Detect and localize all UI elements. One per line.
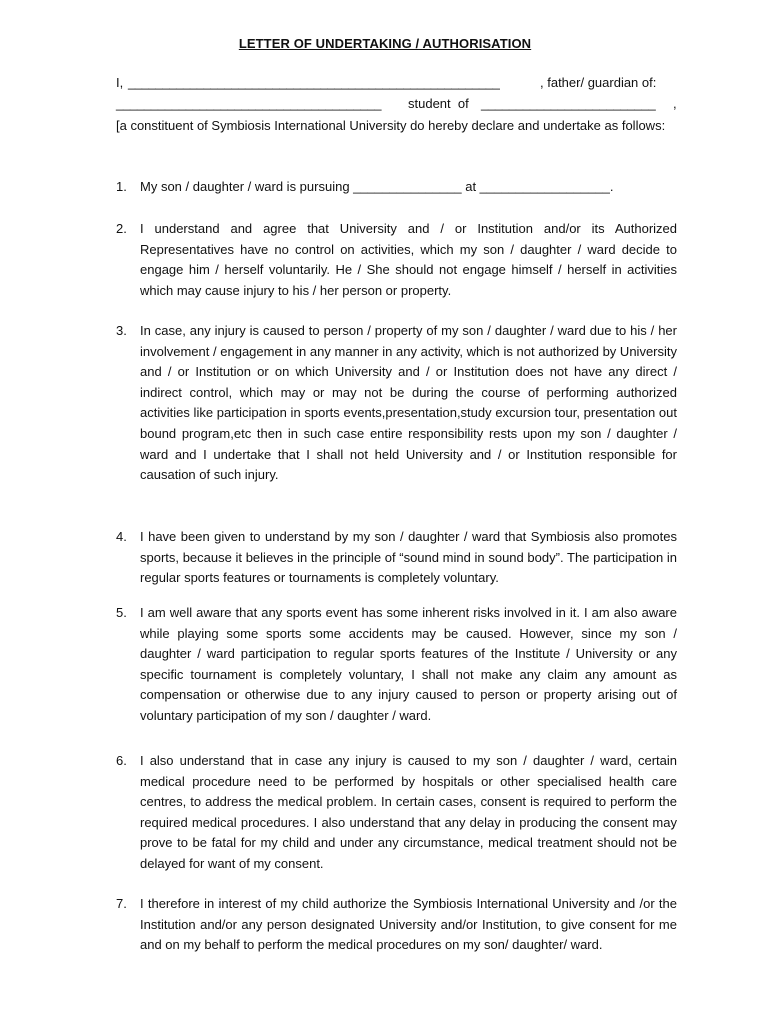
- item-text: I am well aware that any sports event has some inherent risks involved in it. I am also aware while playing some sports some accidents may be caused. However, since my son / daughter / ward participation to regular sports features of the Institute / University or any specific tournament is completely voluntary, I shall not make any claim any amount as compensation or otherwise due to any injury caused to person or property arising out of voluntary participation of my son / daughter / ward.: [140, 605, 677, 723]
- item-number: 7.: [116, 896, 127, 911]
- intro-paragraph: [a constituent of Symbiosis International University do hereby declare and undertake as follows:: [116, 118, 666, 133]
- declarant-name-blank: ______________________________________________________: [128, 75, 500, 90]
- item-number: 2.: [116, 221, 127, 236]
- student-of-label: student of: [408, 96, 469, 111]
- student-name-blank: ______________________________________: [116, 96, 382, 111]
- item-text: My son / daughter / ward is pursuing _______________ at __________________.: [140, 179, 614, 194]
- item-number: 6.: [116, 753, 127, 768]
- declarant-prefix: I,: [116, 75, 124, 90]
- item-number: 1.: [116, 179, 127, 194]
- institution-blank: _________________________: [481, 96, 656, 111]
- item-number: 5.: [116, 605, 127, 620]
- document-title: LETTER OF UNDERTAKING / AUTHORISATION: [238, 36, 532, 51]
- item-number: 3.: [116, 323, 127, 338]
- item-text: In case, any injury is caused to person / property of my son / daughter / ward due to his / her involvement / engagement in any manner in any activity, which is not authorized by University and / or Institution or on which University and / or Institution does not have any direct / indirect control, which may or may not be during the course of performing authorized activities like participation in sports events,presentation,study excursion tour, presentation out bound program,etc then in such case entire responsibility rests upon my son / daughter / ward and I undertake that I shall not held University and / or Institution responsible for causation of such injury.: [140, 323, 677, 483]
- item-text: I understand and agree that University and / or Institution and/or its Authorized Representatives have no control on activities, which my son / daughter / ward decide to engage him / herself voluntarily. He / She should not engage himself / herself in activities which may cause injury to his / her person or property.: [140, 221, 677, 298]
- item-text: I have been given to understand by my son / daughter / ward that Symbiosis also promotes sports, because it believes in the principle of “sound mind in sound body”. The participation in regular sports features or tournaments is completely voluntary.: [140, 529, 677, 586]
- guardian-of-label: , father/ guardian of:: [540, 75, 657, 90]
- item-text: I therefore in interest of my child authorize the Symbiosis International University and /or the Institution and/or any person designated University and/or Institution, to give consent for me and on my behalf to perform the medical procedures on my son/ daughter/ ward.: [140, 896, 677, 953]
- line2-comma: ,: [673, 96, 677, 111]
- item-number: 4.: [116, 529, 127, 544]
- item-text: I also understand that in case any injury is caused to my son / daughter / ward, certain medical procedure need to be performed by hospitals or other specialised health care centres, to address the medical problem. In certain cases, consent is required to perform the required medical procedures. I also understand that any delay in producing the consent may prove to be fatal for my child and under any circumstance, medical treatment should not be delayed for want of my consent.: [140, 753, 677, 871]
